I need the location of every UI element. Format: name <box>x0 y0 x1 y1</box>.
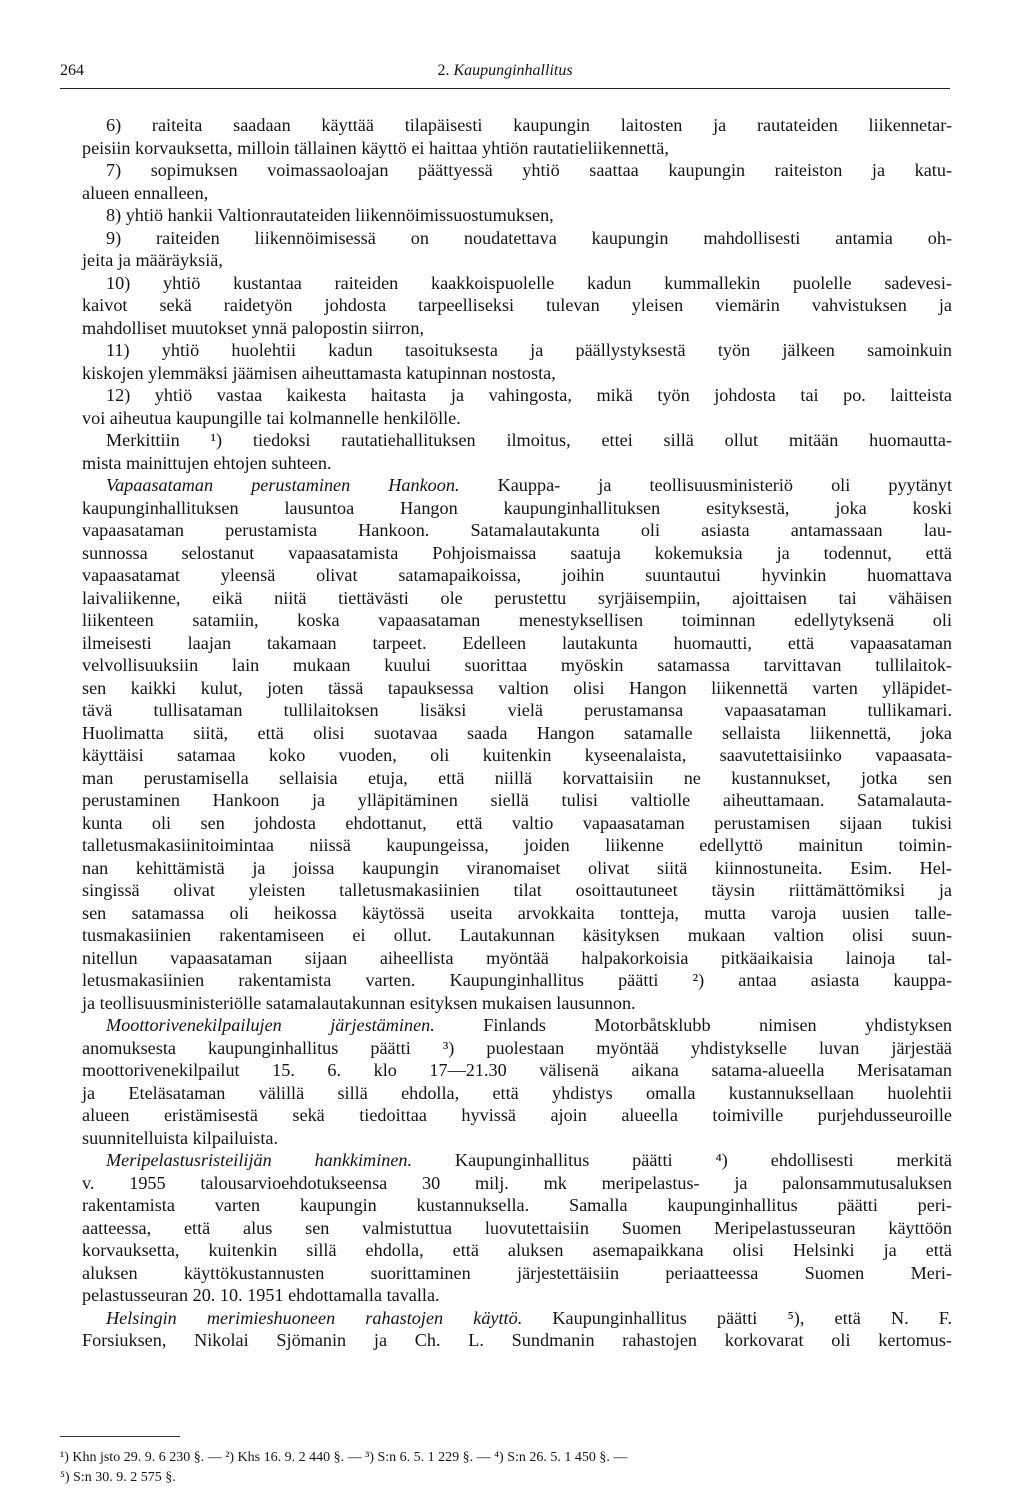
text-line: pelastusseuran 20. 10. 1951 ehdottamalla tavalla. <box>82 1285 440 1305</box>
text-line: anomuksesta kaupunginhallitus päätti ³) puolestaan myöntää yhdistykselle luvan järjestää <box>82 1037 952 1058</box>
text-line: v. 1955 talousarvioehdotukseensa 30 milj. mk meripelastus- ja palonsammutusaluksen <box>82 1172 952 1193</box>
section-text-merimieshuone: Kaupunginhallitus päätti ⁵), että N. F. <box>522 1307 952 1328</box>
text-line: käyttäisi satamaa koko vuoden, oli kuitenkin kyseenalaista, saavutettaisiinko vapaasata- <box>82 745 952 765</box>
text-line: 9) raiteiden liikennöimisessä on noudatettava kaupungin mahdollisesti antamia oh- <box>106 227 952 248</box>
text-line: suunnitelluista kilpailuista. <box>82 1127 279 1148</box>
footnote-rule <box>60 1436 180 1437</box>
text-line: perustaminen Hankoon ja ylläpitäminen siellä tulisi valtiolle aiheuttamaan. Satamalauta- <box>82 790 952 810</box>
section-text-vapaasatama: Kauppa- ja teollisuusministeriö oli pyytänyt <box>459 475 952 495</box>
text-line: alueen eristämisestä sekä tiedoittaa hyvissä ajoin alueella toimiville purjehdusseuroille <box>82 1105 952 1125</box>
text-line: ilmeisesti laajan takamaan tarpeet. Edelleen lautakunta huomautti, että vapaasataman <box>82 632 952 653</box>
text-line: mista mainittujen ehtojen suhteen. <box>82 452 332 473</box>
footnotes <box>60 1448 952 1488</box>
text-line: mahdolliset muutokset ynnä palopostin siirron, <box>82 317 424 338</box>
text-line: 6) raiteita saadaan käyttää tilapäisesti kaupungin laitosten ja rautateiden liikennetar- <box>106 115 952 135</box>
section-heading-moottorivene: Moottorivenekilpailujen järjestäminen. <box>106 1015 435 1035</box>
page-header <box>60 62 950 88</box>
header-rule <box>60 88 950 89</box>
section-start-line <box>82 1149 952 1172</box>
text-line: 7) sopimuksen voimassaoloajan päättyessä yhtiö saattaa kaupungin raiteiston ja katu- <box>106 160 952 180</box>
text-line: Merkittiin ¹) tiedoksi rautatiehallituksen ilmoitus, ettei sillä ollut mitään huomautta- <box>106 430 952 450</box>
section-start-line <box>82 474 952 497</box>
text-line: vapaasatamat yleensä olivat satamapaikoissa, joihin suuntautui hyvinkin huomattava <box>82 565 952 585</box>
text-line: tusmakasiinien rakentamiseen ei ollut. Lautakunnan käsityksen mukaan valtion olisi suun- <box>82 925 952 945</box>
text-line: peisiin korvauksetta, milloin tällainen käyttö ei haittaa yhtiön rautatieliikennettä, <box>82 137 669 158</box>
text-line: vapaasataman perustamista Hankoon. Satamalautakunta oli asiasta antamassaan lau- <box>82 520 952 540</box>
text-line: sen satamassa oli heikossa käytössä useita arvokkaita tontteja, mutta varoja uusien talle- <box>82 902 952 923</box>
text-line: ja teollisuusministeriölle satamalautakunnan esityksen mukaisen lausunnon. <box>82 992 636 1013</box>
text-line: moottorivenekilpailut 15. 6. klo 17—21.30 välisenä aikana satama-alueella Merisataman <box>82 1060 952 1080</box>
text-line: 12) yhtiö vastaa kaikesta haitasta ja vahingosta, mikä työn johdosta tai po. laitteista <box>106 385 952 405</box>
text-line: alueen ennalleen, <box>82 182 209 203</box>
section-heading-meripelastus: Meripelastusristeilijän hankkiminen. <box>106 1150 413 1170</box>
text-line: man perustamisella sellaisia etuja, että niillä korvattaisiin ne kustannukset, jotka sen <box>82 767 952 788</box>
text-line: 11) yhtiö huolehtii kadun tasoituksesta ja päällystyksestä työn jälkeen samoinkuin <box>106 340 952 360</box>
text-line: nitellun vapaasataman sijaan aiheellista myöntää halpakorkoisia pitkäaikaisia lainoja tal- <box>82 947 952 968</box>
section-text-meripelastus: Kaupunginhallitus päätti ⁴) ehdollisesti merkitä <box>412 1150 952 1170</box>
text-line: talletusmakasiinitoimintaa niissä kaupungeissa, joiden liikenne edellyttö mainitun toimin- <box>82 835 952 855</box>
section-heading-merimieshuone: Helsingin merimieshuoneen rahastojen käyttö. <box>106 1307 523 1328</box>
chapter-number: 2. <box>437 62 450 79</box>
text-line: aluksen käyttökustannusten suorittaminen järjestettäisiin periaatteessa Suomen Meri- <box>82 1262 952 1283</box>
text-line: aatteessa, että alus sen valmistuttua luovutettaisiin Suomen Meripelastusseuran käyttöön <box>82 1217 952 1238</box>
text-line: letusmakasiinien rakentamista varten. Kaupunginhallitus päätti ²) antaa asiasta kauppa- <box>82 970 952 990</box>
text-line: nan kehittämistä ja joissa kaupungin viranomaiset olivat siitä kiinnostuneita. Esim. Hel- <box>82 857 952 878</box>
text-line: rakentamista varten kaupungin kustannuksella. Samalla kaupunginhallitus päätti peri- <box>82 1195 952 1215</box>
text-line: velvollisuuksiin lain mukaan kuului suorittaa myöskin satamassa tarvittavan tullilaitok- <box>82 655 952 675</box>
footnote-line: ¹) Khn jsto 29. 9. 6 230 §. — ²) Khs 16. 9. 2 440 §. — ³) S:n 6. 5. 1 229 §. — ⁴) S:n 26. 5. 1 450 §. — <box>60 1450 628 1465</box>
text-line: Forsiuksen, Nikolai Sjömanin ja Ch. L. Sundmanin rahastojen korkovarat oli kertomus- <box>82 1330 952 1350</box>
footnote-line: ⁵) S:n 30. 9. 2 575 §. <box>60 1470 176 1485</box>
text-line: 8) yhtiö hankii Valtionrautateiden liikennöimissuostumuksen, <box>106 205 554 225</box>
text-line: voi aiheutua kaupungille tai kolmannelle henkilölle. <box>82 407 461 428</box>
section-heading-vapaasatama: Vapaasataman perustaminen Hankoon. <box>106 475 460 495</box>
section-start-line <box>82 1014 952 1037</box>
text-line: 10) yhtiö kustantaa raiteiden kaakkoispuolelle kadun kummallekin puolelle sadevesi- <box>106 272 952 293</box>
text-line: kaivot sekä raidetyön johdosta tarpeelliseksi tulevan yleisen viemärin vahvistuksen ja <box>82 295 952 315</box>
text-line: kunta oli sen johdosta ehdottanut, että valtio vapaasataman perustamisen sijaan tukisi <box>82 812 952 833</box>
page-number: 264 <box>60 62 84 79</box>
text-line: Huolimatta siitä, että olisi suotavaa saada Hangon satamalle sellaista liikennettä, joka <box>82 722 952 743</box>
text-line: tävä tullisataman tullilaitoksen lisäksi vielä perustamansa vapaasataman tullikamari. <box>82 700 952 720</box>
text-line: sen kaikki kulut, joten tässä tapauksessa valtion olisi Hangon liikennettä varten ylläpidet- <box>82 677 952 698</box>
body-text <box>82 114 952 1352</box>
text-line: kaupunginhallituksen lausuntoa Hangon kaupunginhallituksen esityksestä, joka koski <box>82 497 952 518</box>
text-line: korvauksetta, kuitenkin sillä ehdolla, että aluksen asemapaikkana olisi Helsinki ja että <box>82 1240 952 1260</box>
text-line: sunnossa selostanut vapaasatamista Pohjoismaissa saatuja kokemuksia ja todennut, että <box>82 542 952 563</box>
text-line: laivaliikenne, eikä niitä tiettävästi ole perustettu syrjäisempiin, ajoittaisen tai vähäisen <box>82 587 952 608</box>
text-line: kiskojen ylemmäksi jäämisen aiheuttamasta katupinnan nostosta, <box>82 362 556 383</box>
chapter-title: Kaupunginhallitus <box>453 62 573 79</box>
text-line: jeita ja määräyksiä, <box>82 250 223 270</box>
running-head <box>60 62 950 80</box>
section-text-moottorivene: Finlands Motorbåtsklubb nimisen yhdistyksen <box>434 1015 952 1035</box>
text-line: singissä olivat yleisten talletusmakasiinien tilat osoittautuneet täysin riittämättömiksi ja <box>82 880 952 900</box>
text-line: ja Eteläsataman välillä sillä ehdolla, että yhdistys omalla kustannuksellaan huolehtii <box>82 1082 952 1103</box>
section-start-line <box>82 1307 952 1330</box>
text-line: liikenteen satamiin, koska vapaasataman menestyksellisen toiminnan edellytyksenä oli <box>82 610 952 630</box>
